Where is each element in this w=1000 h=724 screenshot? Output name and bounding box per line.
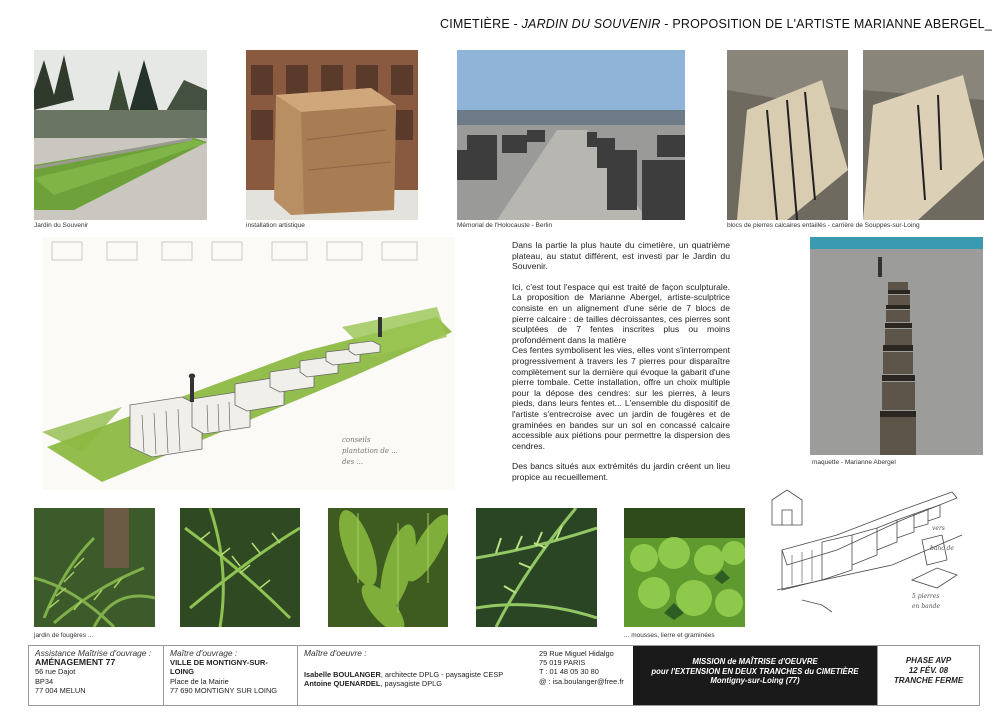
footer-amo [29,646,163,705]
phase-line-3: TRANCHE FERME [893,676,964,685]
svg-text:plantation de ...: plantation de ... [342,447,398,455]
sketch-installation [42,237,455,490]
photo-fern-4 [476,508,597,627]
photo-memorial-berlin [457,50,685,220]
caption-installation: installation artistique [246,222,305,229]
moe-title-1: , architecte DPLG - paysagiste CESP [380,670,504,680]
moe-title-2: , paysagiste DPLG [380,679,442,689]
photo-fern-1 [34,508,155,627]
caption-blocs: blocs de pierres calcaires entaillés - carrière de Souppes-sur-Loing [727,222,920,229]
paragraph-1: Dans la partie la plus haute du cimetière, un quatrième plateau, au statut différent, est investi par le Jardin du Souvenir. [512,240,730,272]
photo-maquette [810,237,983,455]
caption-mousses: ... mousses, lierre et graminées [624,632,715,639]
mo-heading: Maître d'ouvrage : [170,648,238,658]
photo-blocs-2 [863,50,984,220]
title-suffix: - PROPOSITION DE L'ARTISTE MARIANNE ABERGEL_ [660,17,992,31]
footer-moe-address [533,646,633,705]
caption-memorial: Mémorial de l'Holocauste - Berlin [457,222,553,229]
svg-text:en bande: en bande [912,603,940,610]
paragraph-2: Ici, c'est tout l'espace qui est traité de façon sculpturale. La proposition de Marianne Abergel, artiste-sculptrice consiste en un alignement d'une série de 7 blocs de pierre calcaire : de tailles décroissantes, ces pierres sont sculptées de 7 fentes inscrites plus ou moins profondément dans la matière [512,281,730,345]
photo-fern-2 [180,508,300,627]
svg-text:des ...: des ... [342,458,364,466]
footer-mission [633,646,877,705]
svg-text:banc de: banc de [930,545,954,552]
photo-installation-artistique [246,50,418,220]
mission-line-3: Montigny-sur-Loing (77) [710,676,800,686]
mo-address-2: 77 690 MONTIGNY SUR LOING [170,685,278,695]
amo-address-3: 77 004 MELUN [35,685,86,695]
phase-line-1: PHASE AVP [905,656,952,665]
footer-mo [163,646,297,705]
mo-name: VILLE DE MONTIGNY-SUR-LOING [170,658,268,677]
sketch-note: conseils [342,436,371,444]
photo-jardin-du-souvenir [34,50,207,220]
caption-maquette: maquette - Marianne Abergel [812,459,896,466]
svg-text:vers: vers [932,525,945,532]
mission-line-2: pour l'EXTENSION EN DEUX TRANCHES du CIMETIÈRE [651,666,859,676]
moe-name-1: Isabelle BOULANGER [304,670,381,680]
svg-text:5 pierres: 5 pierres [912,593,940,600]
description-text [512,240,730,492]
paragraph-4: Des bancs situés aux extrémités du jardin créent un lieu propice au recueillement. [512,461,730,482]
moe-name-2: Antoine QUENARDEL [304,679,381,689]
mo-address-1: Place de la Mairie [170,676,229,686]
page-title [440,17,990,31]
footer-phase [877,646,979,705]
amo-name: AMÉNAGEMENT 77 [35,657,116,668]
moe-heading: Maître d'oeuvre : [304,648,367,658]
caption-jardin: Jardin du Souvenir [34,222,89,229]
moe-address-1: 29 Rue Miguel Hidalgo [539,649,614,658]
amo-heading: Assistance Maîtrise d'ouvrage : [35,648,152,658]
footer-cartouche [28,645,980,706]
mission-line-1: MISSION de MAÎTRISE d'OEUVRE [692,657,818,666]
paragraph-3: Ces fentes symbolisent les vies, elles vont s'interrompent progressivement à travers les 7 pierres pour disparaître complètement sur la dernière qui évoque la gabarit d'une pierre tombale. Cette installation, offre un choix multiple pour la dépose des cendres: sur les pierres, à leurs pieds, dans leurs fentes et... L'ensemble du dispositif de l'artiste s'entrecroise avec un jardin de fougères et de graminées en bandes sur un sol en concassé calcaire accessible aux piétions pour permettre la dispersion des cendres. [512,345,730,451]
moe-phone: T : 01 48 05 30 80 [539,667,599,677]
photo-blocs-1 [727,50,848,220]
footer-moe [297,646,533,705]
phase-date: 12 FÉV. 08 [908,666,949,675]
title-italic: JARDIN DU SOUVENIR [521,17,661,31]
photo-mousses [624,508,745,627]
moe-email: @ : isa.boulanger@free.fr [539,676,624,686]
photo-fern-3 [328,508,448,627]
amo-address-1: 56 rue Dajot [35,667,76,677]
moe-address-2: 75 019 PARIS [539,658,586,668]
amo-address-2: BP34 [35,676,54,686]
sketch-pencil [762,480,982,630]
caption-fougeres: jardin de fougères ... [34,632,94,639]
title-prefix: CIMETIÈRE - [440,17,522,31]
